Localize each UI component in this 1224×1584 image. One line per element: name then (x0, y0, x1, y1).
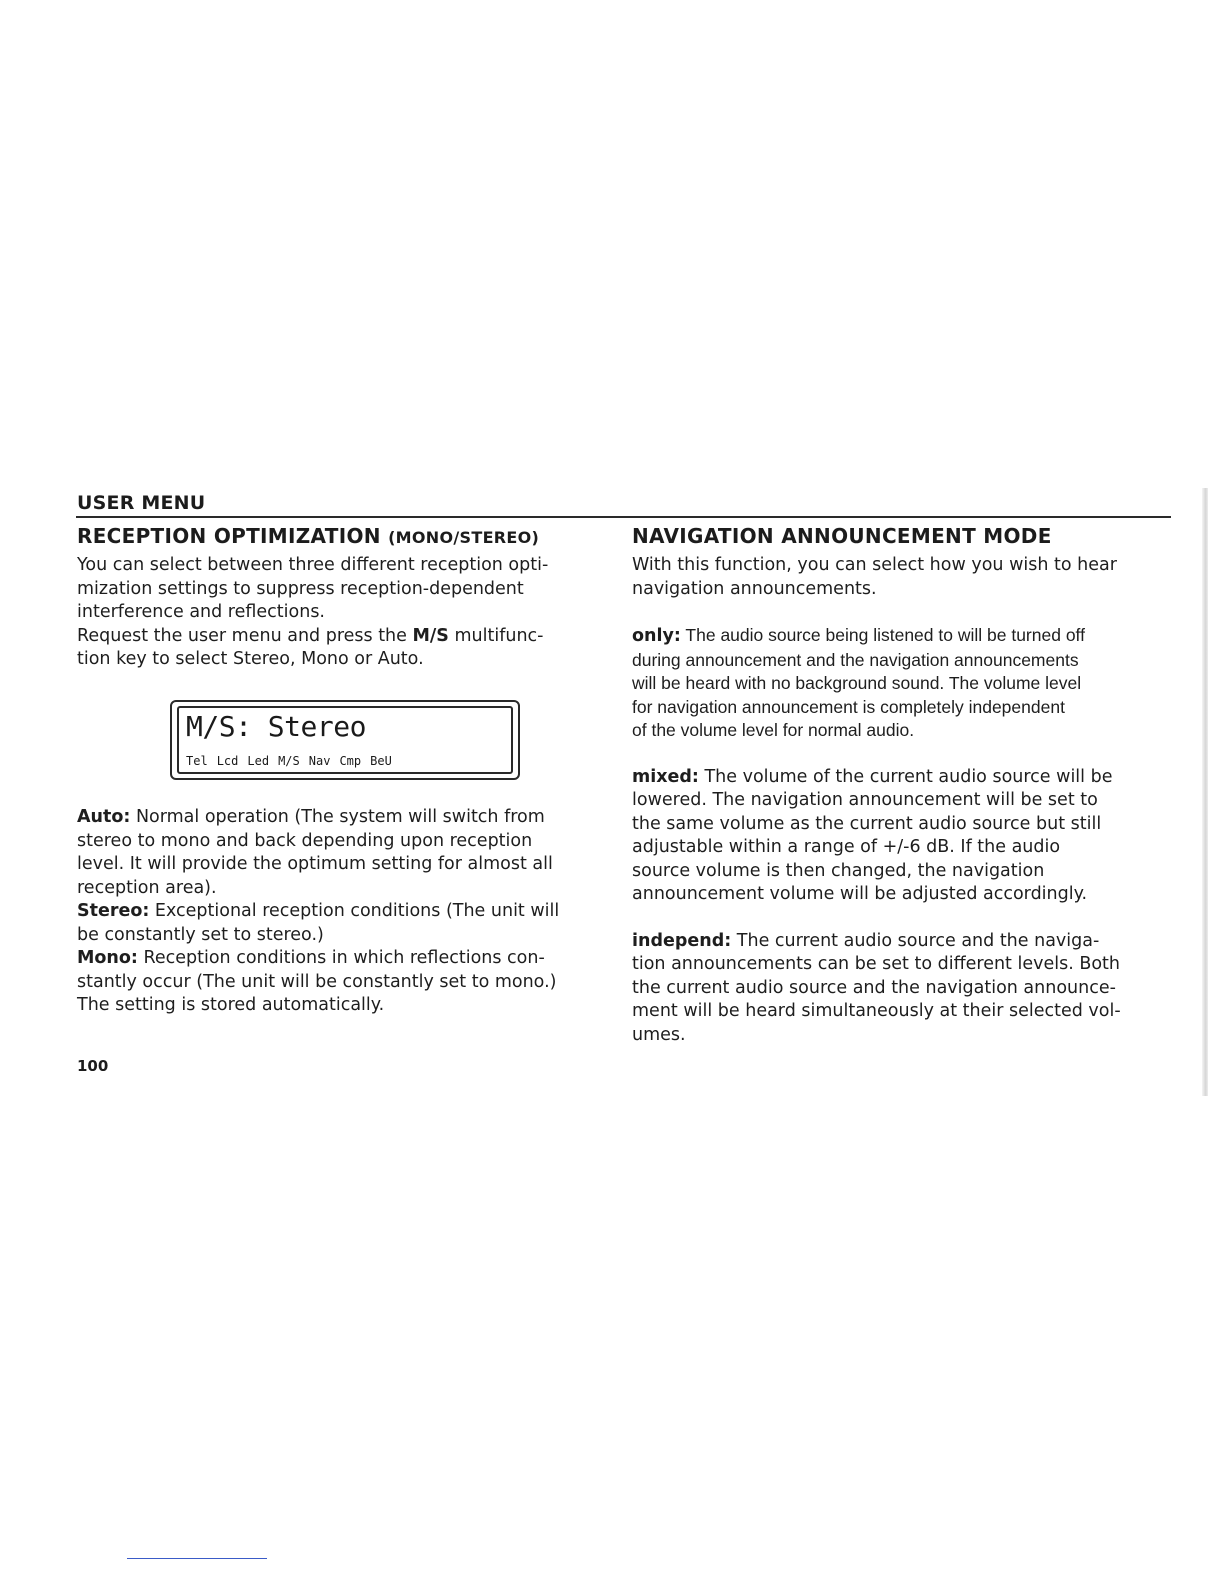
ms-key-label: M/S (412, 625, 449, 646)
mono-text-1: Reception conditions in which reflections con- (137, 948, 545, 968)
independ-text-3: the current audio source and the navigation announce- (632, 977, 1116, 998)
auto-text-4: reception area). (77, 877, 217, 898)
mixed-text-6: announcement volume will be adjusted accordingly. (632, 884, 1088, 904)
mono-text-2: stantly occur (The unit will be constantly set to mono.) (77, 971, 557, 992)
lcd-menu-item-tel: Tel (186, 754, 208, 768)
only-text-4: for navigation announcement is completely independent (632, 696, 1065, 717)
bottom-rule (127, 1558, 267, 1559)
intro-line-2: mization settings to suppress reception-dependent (77, 578, 524, 599)
independ-text-4: ment will be heard simultaneously at their selected vol- (632, 1001, 1121, 1021)
intro-line-1: You can select between three different reception opti- (77, 555, 549, 575)
nav-intro-2: navigation announcements. (632, 578, 877, 599)
left-column-options (77, 806, 617, 1018)
stored-text: The setting is stored automatically. (77, 995, 385, 1015)
lcd-main-text: M/S: Stereo (186, 710, 366, 743)
intro-line-3: interference and reflections. (77, 602, 325, 622)
lcd-menu-item-beu: BeU (370, 754, 392, 768)
nav-intro-1: With this function, you can select how you wish to hear (632, 555, 1117, 575)
independ-text-1: The current audio source and the naviga- (731, 930, 1100, 951)
only-label: only: (632, 626, 681, 646)
lcd-menu-row (186, 754, 392, 768)
auto-label: Auto: (77, 807, 131, 827)
only-text-3: will be heard with no background sound. The volume level (632, 673, 1082, 693)
request-post: multifunc- (448, 625, 544, 646)
page-number: 100 (77, 1057, 109, 1075)
only-text-1: The audio source being listened to will be turned off (680, 625, 1085, 645)
page-edge-shadow (1202, 488, 1208, 1096)
mixed-text-3: the same volume as the current audio source but still (632, 813, 1102, 834)
mixed-text-5: source volume is then changed, the navigation (632, 860, 1045, 881)
right-column (632, 524, 1177, 1047)
intro-paragraph (77, 554, 617, 672)
heading-main: RECEPTION OPTIMIZATION (77, 524, 381, 548)
lcd-display (170, 700, 520, 780)
reception-optimization-heading (77, 524, 617, 548)
stereo-label: Stereo: (77, 901, 150, 921)
left-column (77, 524, 617, 672)
header-rule (76, 516, 1171, 518)
only-paragraph (632, 624, 1177, 743)
lcd-menu-item-ms: M/S (278, 754, 300, 768)
only-text-5: of the volume level for normal audio. (632, 720, 915, 740)
auto-text-2: stereo to mono and back depending upon reception (77, 830, 533, 851)
options-paragraph (77, 806, 617, 1018)
request-pre: Request the user menu and press the (77, 625, 413, 646)
lcd-menu-item-lcd: Lcd (216, 754, 239, 768)
mixed-text-1: The volume of the current audio source will be (698, 766, 1113, 787)
mono-label: Mono: (77, 948, 138, 968)
lcd-menu-item-led: Led (247, 754, 270, 768)
independ-text-5: umes. (632, 1024, 686, 1045)
request-line-2: tion key to select Stereo, Mono or Auto. (77, 649, 424, 669)
lcd-menu-item-nav: Nav (308, 754, 331, 768)
auto-text-3: level. It will provide the optimum setting for almost all (77, 854, 553, 874)
mixed-text-2: lowered. The navigation announcement will be set to (632, 790, 1098, 810)
independ-text-2: tion announcements can be set to different levels. Both (632, 954, 1121, 974)
independ-paragraph (632, 930, 1177, 1048)
independ-label: independ: (632, 930, 732, 951)
heading-suffix: (MONO/STEREO) (388, 528, 540, 547)
navigation-announcement-heading: NAVIGATION ANNOUNCEMENT MODE (632, 524, 1052, 548)
stereo-text-2: be constantly set to stereo.) (77, 924, 324, 945)
stereo-text-1: Exceptional reception conditions (The unit will (149, 901, 560, 921)
auto-text-1: Normal operation (The system will switch from (130, 807, 545, 827)
mixed-label: mixed: (632, 766, 699, 787)
section-title: USER MENU (77, 492, 206, 514)
lcd-menu-item-cmp: Cmp (339, 754, 362, 768)
mixed-text-4: adjustable within a range of +/-6 dB. If the audio (632, 837, 1061, 857)
nav-intro-paragraph (632, 554, 1177, 601)
only-text-2: during announcement and the navigation announcements (632, 649, 1079, 670)
mixed-paragraph (632, 766, 1177, 907)
